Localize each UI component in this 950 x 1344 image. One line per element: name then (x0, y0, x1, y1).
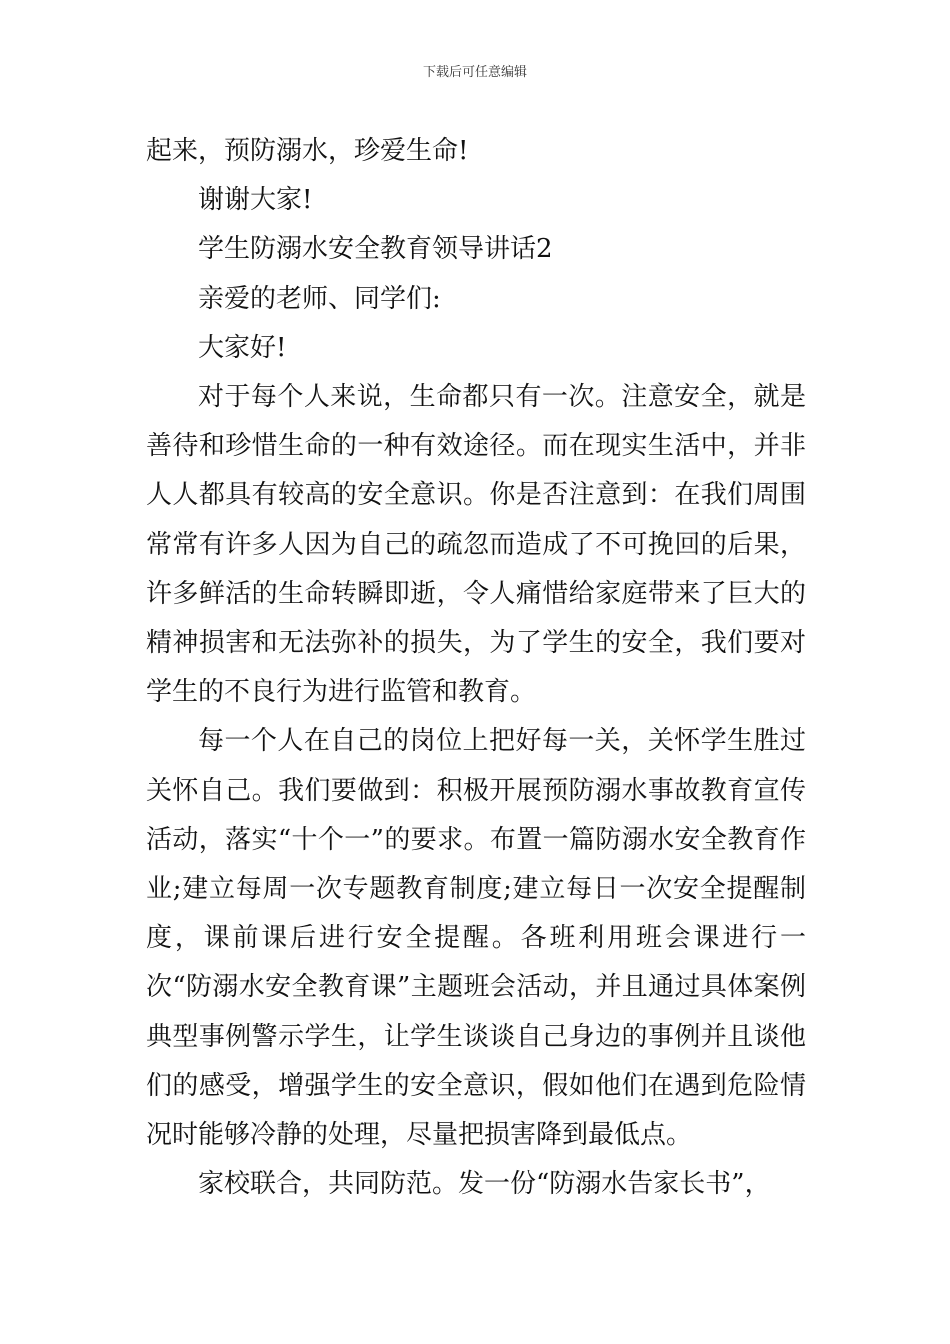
speech-title: 学生防溺水安全教育领导讲话2 (198, 234, 553, 265)
paragraph-salutation: 亲爱的老师、同学们: (198, 283, 441, 314)
paragraph-thanks: 谢谢大家! (198, 185, 313, 216)
paragraph-body-2: 每一个人在自己的岗位上把好每一关，关怀学生胜过关怀自己。我们要做到：积极开展预防溺水事故教育宣传活动，落实“十个一”的要求。布置一篇防溺水安全教育作业;建立每周一次专题教育制度;建立每日一次安全提醒制度，课前课后进行安全提醒。各班利用班会课进行一次“防溺水安全教育课”主题班会活动，并且通过具体案例典型事例警示学生，让学生谈谈自己身边的事例并且谈他们的感受，增强学生的安全意识，假如他们在遇到危险情况时能够冷静的处理，尽量把损害降到最低点。 (146, 726, 806, 1151)
paragraph-closing-line: 起来，预防溺水，珍爱生命! (146, 136, 469, 166)
page-header: 下载后可任意编辑 (422, 65, 527, 80)
paragraph-body-1: 对于每个人来说，生命都只有一次。注意安全，就是善待和珍惜生命的一种有效途径。而在现实生活中，并非人人都具有较高的安全意识。你是否注意到：在我们周围常常有许多人因为自己的疏忽而造成了不可挽回的后果，许多鲜活的生命转瞬即逝，令人痛惜给家庭带来了巨大的精神损害和无法弥补的损失，为了学生的安全，我们要对学生的不良行为进行监管和教育。 (146, 382, 806, 708)
document-body (146, 127, 806, 1209)
paragraph-body-3: 家校联合，共同防范。发一份“防溺水告家长书”， (198, 1169, 771, 1200)
paragraph-greeting: 大家好! (198, 332, 287, 363)
